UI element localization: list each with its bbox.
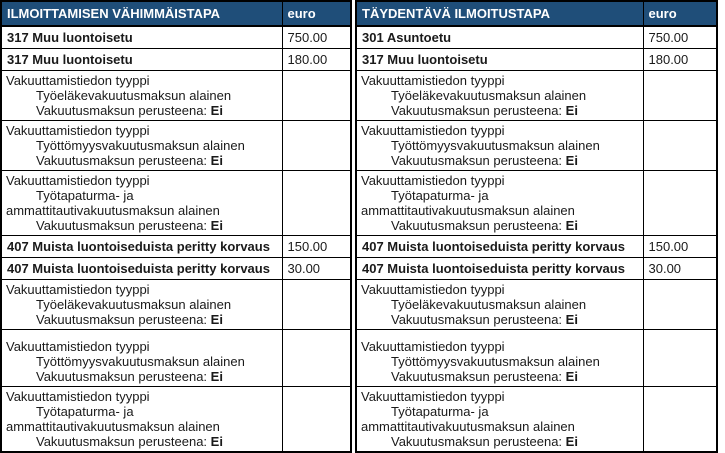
insurance-detail-line: Työtapaturma- ja [36,187,134,203]
income-type-label: 317 Muu luontoisetu [1,48,282,70]
column-header-complementary-reporting: TÄYDENTÄVÄ ILMOITUSTAPA [356,1,643,26]
table-row [356,235,717,257]
insurance-info-row [1,279,351,329]
insurance-detail-line: ammattitautivakuutusmaksun alainen [6,202,220,218]
insurance-block-pension [356,279,643,329]
insurance-block-accident [1,386,282,452]
insurance-block-title: Vakuuttamistiedon tyyppi [361,281,505,297]
insurance-detail-line: ammattitautivakuutusmaksun alainen [361,202,575,218]
insurance-detail-line: Työttömyysvakuutusmaksun alainen [36,137,245,153]
insurance-block-unemployment [1,120,282,170]
insurance-detail-line: ammattitautivakuutusmaksun alainen [6,418,220,434]
insurance-block-title: Vakuuttamistiedon tyyppi [6,122,150,138]
empty-amount-cell [282,279,351,329]
insurance-basis-line: Vakuutusmaksun perusteena: Ei [391,152,578,168]
income-amount: 180.00 [282,48,351,70]
insurance-info-row [356,170,717,235]
basis-value: Ei [565,311,578,327]
table-row [356,48,717,70]
income-amount: 30.00 [643,257,717,279]
table-row [1,235,351,257]
insurance-detail-line: Työttömyysvakuutusmaksun alainen [391,137,600,153]
basis-value: Ei [210,102,223,118]
basis-value: Ei [210,368,223,384]
insurance-basis-line: Vakuutusmaksun perusteena: Ei [391,217,578,233]
complementary-reporting-table [355,0,718,453]
insurance-detail-line: Työtapaturma- ja [36,403,134,419]
insurance-info-row [1,329,351,386]
income-amount: 180.00 [643,48,717,70]
insurance-block-title: Vakuuttamistiedon tyyppi [6,172,150,188]
income-type-label: 317 Muu luontoisetu [1,26,282,48]
empty-amount-cell [643,170,717,235]
empty-amount-cell [282,329,351,386]
insurance-detail-line: Työttömyysvakuutusmaksun alainen [36,353,245,369]
insurance-block-accident [356,386,643,452]
empty-amount-cell [643,329,717,386]
insurance-block-accident [1,170,282,235]
income-amount: 30.00 [282,257,351,279]
insurance-block-unemployment [1,329,282,386]
insurance-basis-line: Vakuutusmaksun perusteena: Ei [36,152,223,168]
table-header-row [1,1,351,26]
insurance-detail-line: Työeläkevakuutusmaksun alainen [391,296,587,312]
insurance-block-title: Vakuuttamistiedon tyyppi [6,338,150,354]
income-amount: 150.00 [282,235,351,257]
basis-value: Ei [565,368,578,384]
insurance-info-row [356,386,717,452]
empty-amount-cell [282,386,351,452]
table-row [1,257,351,279]
insurance-basis-line: Vakuutusmaksun perusteena: Ei [36,311,223,327]
income-amount: 150.00 [643,235,717,257]
insurance-detail-line: Työtapaturma- ja [391,403,489,419]
empty-amount-cell [643,120,717,170]
insurance-block-title: Vakuuttamistiedon tyyppi [361,338,505,354]
insurance-block-pension [356,70,643,120]
insurance-basis-line: Vakuutusmaksun perusteena: Ei [391,102,578,118]
income-type-label: 407 Muista luontoiseduista peritty korvaus [1,257,282,279]
insurance-info-row [356,120,717,170]
table-row [356,257,717,279]
basis-value: Ei [210,311,223,327]
empty-amount-cell [282,70,351,120]
income-amount: 750.00 [282,26,351,48]
basis-value: Ei [565,433,578,449]
insurance-basis-line: Vakuutusmaksun perusteena: Ei [391,433,578,449]
insurance-block-title: Vakuuttamistiedon tyyppi [361,172,505,188]
insurance-block-title: Vakuuttamistiedon tyyppi [6,388,150,404]
insurance-detail-line: Työtapaturma- ja [391,187,489,203]
insurance-block-pension [1,279,282,329]
insurance-basis-line: Vakuutusmaksun perusteena: Ei [36,433,223,449]
insurance-detail-line: Työeläkevakuutusmaksun alainen [391,87,587,103]
empty-amount-cell [643,386,717,452]
insurance-basis-line: Vakuutusmaksun perusteena: Ei [391,368,578,384]
minimum-reporting-table [0,0,352,453]
insurance-info-row [1,170,351,235]
income-amount: 750.00 [643,26,717,48]
insurance-block-title: Vakuuttamistiedon tyyppi [6,72,150,88]
column-header-euro: euro [643,1,717,26]
insurance-basis-line: Vakuutusmaksun perusteena: Ei [36,368,223,384]
table-row [1,26,351,48]
basis-value: Ei [565,102,578,118]
insurance-info-row [1,70,351,120]
insurance-info-row [1,120,351,170]
income-type-label: 317 Muu luontoisetu [356,48,643,70]
empty-amount-cell [643,70,717,120]
insurance-basis-line: Vakuutusmaksun perusteena: Ei [391,311,578,327]
insurance-block-unemployment [356,329,643,386]
basis-value: Ei [210,152,223,168]
empty-amount-cell [282,170,351,235]
column-header-euro: euro [282,1,351,26]
income-type-label: 407 Muista luontoiseduista peritty korvaus [356,257,643,279]
insurance-detail-line: Työttömyysvakuutusmaksun alainen [391,353,600,369]
basis-value: Ei [210,433,223,449]
insurance-block-pension [1,70,282,120]
empty-amount-cell [643,279,717,329]
insurance-info-row [356,70,717,120]
income-type-label: 407 Muista luontoiseduista peritty korvaus [356,235,643,257]
table-row [356,26,717,48]
insurance-info-row [356,279,717,329]
insurance-detail-line: Työeläkevakuutusmaksun alainen [36,296,232,312]
table-row [1,48,351,70]
empty-amount-cell [282,120,351,170]
insurance-block-title: Vakuuttamistiedon tyyppi [361,388,505,404]
insurance-info-row [356,329,717,386]
insurance-block-title: Vakuuttamistiedon tyyppi [6,281,150,297]
insurance-info-row [1,386,351,452]
column-header-minimum-reporting: ILMOITTAMISEN VÄHIMMÄISTAPA [1,1,282,26]
table-header-row [356,1,717,26]
insurance-block-accident [356,170,643,235]
income-type-label: 301 Asuntoetu [356,26,643,48]
insurance-basis-line: Vakuutusmaksun perusteena: Ei [36,102,223,118]
basis-value: Ei [565,217,578,233]
basis-value: Ei [565,152,578,168]
insurance-block-title: Vakuuttamistiedon tyyppi [361,72,505,88]
insurance-detail-line: ammattitautivakuutusmaksun alainen [361,418,575,434]
insurance-detail-line: Työeläkevakuutusmaksun alainen [36,87,232,103]
insurance-block-unemployment [356,120,643,170]
insurance-block-title: Vakuuttamistiedon tyyppi [361,122,505,138]
insurance-basis-line: Vakuutusmaksun perusteena: Ei [36,217,223,233]
income-type-label: 407 Muista luontoiseduista peritty korvaus [1,235,282,257]
basis-value: Ei [210,217,223,233]
